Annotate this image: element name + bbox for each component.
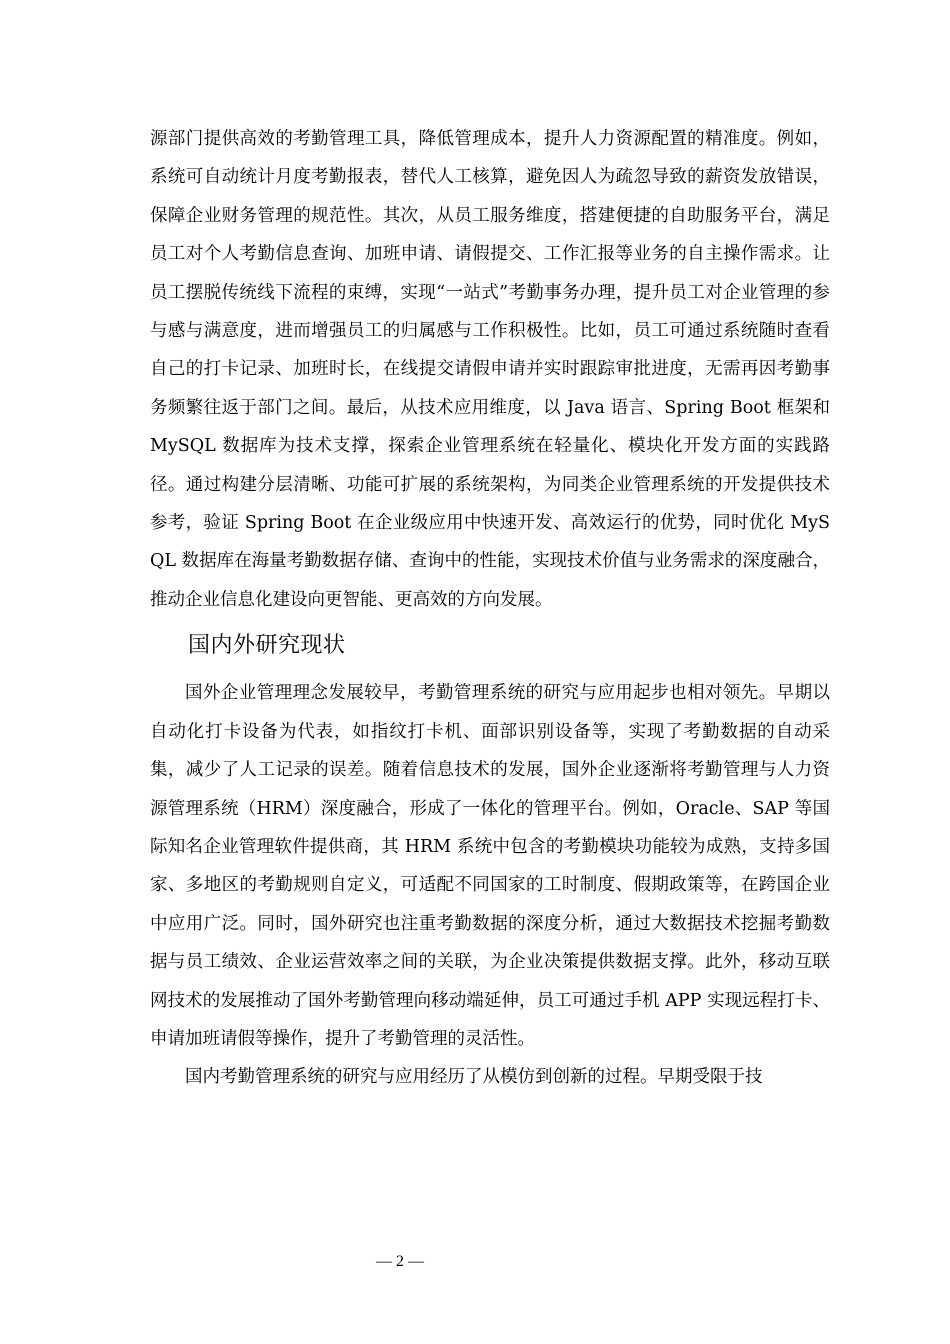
section-heading: 国内外研究现状 <box>188 633 346 659</box>
body-paragraph-3: 国内考勤管理系统的研究与应用经历了从模仿到创新的过程。早期受限于技 <box>185 1067 763 1088</box>
body-paragraph-1: 源部门提供高效的考勤管理工具，降低管理成本，提升人力资源配置的精准度。例如，系统可自动统计月度考勤报表，替代人工核算，避免因人为疏忽导致的薪资发放错误，保障企业财务管理的规范性。其次，从员工服务维度，搭建便捷的自助服务平台，满足员工对个人考勤信息查询、加班申请、请假提交、工作汇报等业务的自主操作需求。让员工摆脱传统线下流程的束缚，实现“一站式”考勤事务办理，提升员工对企业管理的参与感与满意度，进而增强员工的归属感与工作积极性。比如，员工可通过系统随时查看自己的打卡记录、加班时长，在线提交请假申请并实时跟踪审批进度，无需再因考勤事务频繁往返于部门之间。最后，从技术应用维度，以 Java 语言、Spring Boot 框架和 MySQL 数据库为技术支撑，探索企业管理系统在轻量化、模块化开发方面的实践路径。通过构建分层清晰、功能可扩展的系统架构，为同类企业管理系统的开发提供技术参考，验证 Spring Boot 在企业级应用中快速开发、高效运行的优势，同时优化 MySQL 数据库在海量考勤数据存储、查询中的性能，实现技术价值与业务需求的深度融合，推动企业信息化建设向更智能、更高效的方向发展。 <box>150 129 830 610</box>
page-number: — 2 — <box>376 1253 424 1270</box>
document-page <box>150 120 830 1097</box>
body-paragraph-2: 国外企业管理理念发展较早，考勤管理系统的研究与应用起步也相对领先。早期以自动化打卡设备为代表，如指纹打卡机、面部识别设备等，实现了考勤数据的自动采集，减少了人工记录的误差。随着信息技术的发展，国外企业逐渐将考勤管理与人力资源管理系统（HRM）深度融合，形成了一体化的管理平台。例如，Oracle、SAP 等国际知名企业管理软件提供商，其 HRM 系统中包含的考勤模块功能较为成熟，支持多国家、多地区的考勤规则自定义，可适配不同国家的工时制度、假期政策等，在跨国企业中应用广泛。同时，国外研究也注重考勤数据的深度分析，通过大数据技术挖掘考勤数据与员工绩效、企业运营效率之间的关联，为企业决策提供数据支撑。此外，移动互联网技术的发展推动了国外考勤管理向移动端延伸，员工可通过手机 APP 实现远程打卡、申请加班请假等操作，提升了考勤管理的灵活性。 <box>150 683 830 1049</box>
